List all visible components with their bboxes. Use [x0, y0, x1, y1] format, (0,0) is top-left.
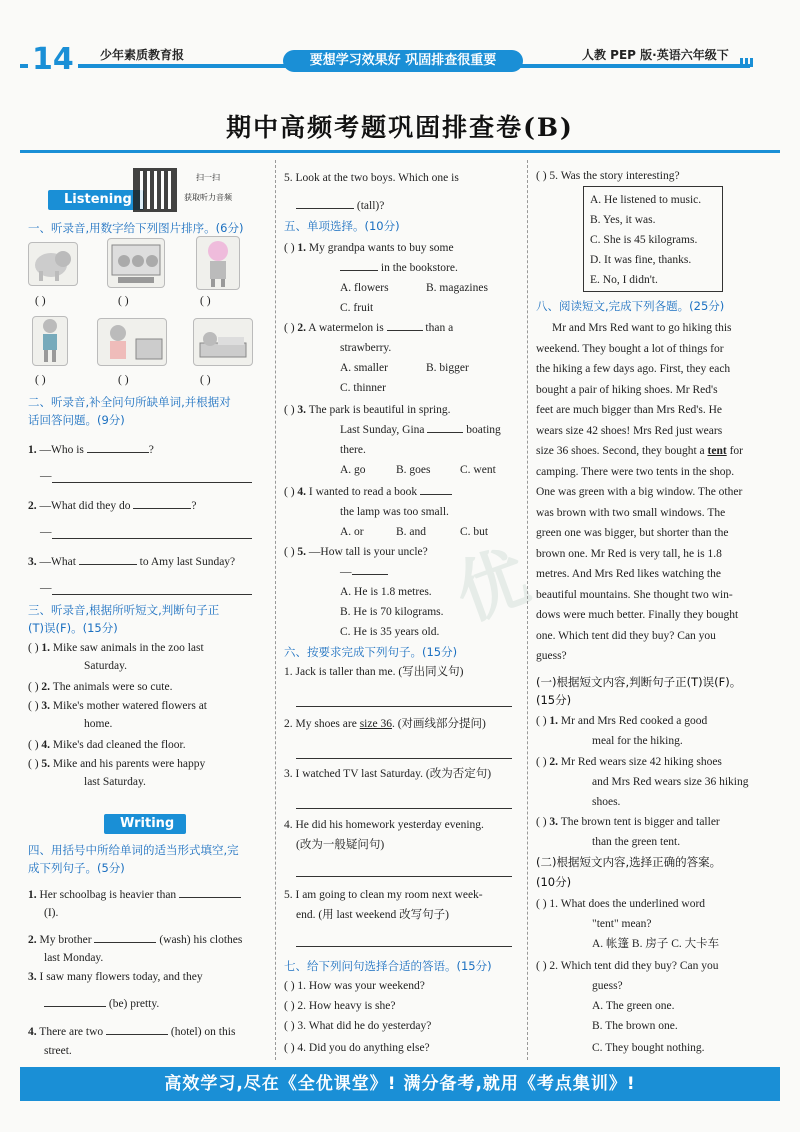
answer-paren[interactable]: ( )	[284, 1020, 295, 1032]
q-text: Mike saw animals in the zoo last	[52, 642, 204, 654]
fill-blank[interactable]	[340, 270, 378, 271]
fill-blank[interactable]	[427, 432, 463, 433]
option: C. She is 45 kilograms.	[590, 234, 698, 246]
q-text: street.	[44, 1045, 72, 1057]
answer-paren[interactable]: ( )	[284, 242, 295, 254]
option[interactable]: B. and	[396, 526, 427, 538]
q-text: A watermelon is	[308, 322, 384, 334]
answer-paren[interactable]: ( )	[28, 681, 39, 693]
passage-line: the hiking a few days ago. First, they each	[536, 363, 731, 375]
option[interactable]: B. The brown one.	[592, 1020, 678, 1032]
q-text: (改为一般疑问句)	[296, 839, 385, 851]
passage-line: bought a pair of hiking shoes. Mr Red's	[536, 383, 718, 396]
rewrite-item	[284, 716, 486, 732]
header-slogan: 要想学习效果好 巩固排查很重要	[283, 50, 523, 72]
tf-item	[28, 679, 172, 695]
q-text: 2. Which tent did they buy? Can you	[549, 960, 719, 972]
section-2-heading: 话回答问题。(9分)	[28, 413, 125, 427]
q-text: meal for the hiking.	[592, 735, 683, 747]
q-text: There are two	[39, 1026, 104, 1038]
answer-paren[interactable]: ( )	[284, 1000, 295, 1012]
q-text: The animals were so cute.	[52, 681, 173, 693]
match-item	[284, 1018, 431, 1034]
page-title: 期中高频考题巩固排查卷(B)	[226, 113, 574, 142]
fill-blank[interactable]	[106, 1034, 168, 1035]
fill-blank[interactable]	[179, 897, 241, 898]
underlined-text: size 36	[359, 718, 392, 730]
q-text: 1. How was your weekend?	[297, 980, 425, 992]
q-number: 4.	[41, 739, 51, 751]
passage-line: One was green with a big window. The other	[536, 486, 743, 498]
sub-heading: (二)根据短文内容,选择正确的答案。	[536, 855, 722, 869]
passage-line: dows were much better. Finally they bought	[536, 609, 739, 621]
q-text: 4. He did his homework yesterday evening.	[284, 819, 484, 831]
answer-line[interactable]	[296, 758, 512, 759]
mc-item	[284, 320, 453, 336]
match-item	[284, 1040, 430, 1056]
fill-blank[interactable]	[133, 508, 191, 509]
option: A. He listened to music.	[590, 194, 702, 206]
qr-caption: 获取听力音频	[184, 193, 232, 202]
page-number: 14	[28, 42, 78, 77]
passage-line: Mr and Mrs Red want to go hiking this	[552, 322, 732, 334]
column-divider	[275, 160, 276, 1060]
mc-item	[536, 896, 705, 912]
q-number: 4.	[297, 486, 307, 498]
column-divider	[527, 160, 528, 1060]
q-text: 2. How heavy is she?	[297, 1000, 396, 1012]
answer-paren[interactable]: ( )	[284, 404, 295, 416]
fill-blank[interactable]	[296, 208, 354, 209]
fill-blank[interactable]	[79, 564, 137, 565]
fill-item	[44, 996, 159, 1012]
fill-item	[28, 887, 241, 903]
q-text: —How tall is your uncle?	[308, 546, 428, 558]
q-text: (hotel) on this	[170, 1026, 236, 1038]
tf-item	[536, 713, 707, 729]
option[interactable]: B. goes	[396, 464, 431, 476]
passage-line: guess?	[536, 650, 567, 662]
q-text: 5. I am going to clean my room next week-	[284, 889, 483, 901]
q-text: to Amy last Sunday?	[139, 556, 236, 568]
answer-paren[interactable]: ( )	[284, 322, 295, 334]
q-text: "tent" mean?	[592, 918, 652, 930]
passage-line: one. Which tent did they buy? Can you	[536, 629, 716, 642]
option[interactable]: C. fruit	[340, 302, 374, 314]
q-number: 1.	[41, 642, 51, 654]
answer-paren[interactable]: ( )	[28, 739, 39, 751]
q-text: 3. What did he do yesterday?	[297, 1020, 432, 1032]
dash: —	[40, 470, 52, 482]
sub-heading: (10分)	[536, 875, 572, 889]
question-item	[28, 442, 154, 458]
passage-text: size 36 shoes. Second, they bought a	[536, 445, 708, 457]
q-number: 3.	[297, 404, 307, 416]
q-text: —Who is	[39, 444, 84, 456]
q-text: Mike and his parents were happy	[52, 758, 206, 770]
section-6-heading: 六、按要求完成下列句子。(15分)	[284, 645, 458, 659]
q-text: Mike's dad cleaned the floor.	[52, 739, 186, 751]
answer-paren[interactable]: ( )	[28, 642, 39, 654]
fill-item	[340, 260, 458, 276]
section-7-heading: 七、给下列问句选择合适的答语。(15分)	[284, 959, 492, 973]
q-text: —What did they do	[39, 500, 131, 512]
option[interactable]: C. They bought nothing.	[592, 1042, 705, 1054]
q-text: end. (用 last weekend 改写句子)	[296, 909, 449, 921]
match-item	[284, 978, 425, 994]
option[interactable]: C. went	[460, 464, 496, 476]
q-number: 2.	[28, 500, 37, 512]
q-text: guess?	[592, 980, 623, 992]
sub-heading: (15分)	[536, 693, 572, 707]
passage-text: for	[726, 445, 743, 457]
passage-line: brown one. Mr Red is very tall, he is 1.8	[536, 547, 722, 560]
q-text: the lamp was too small.	[340, 506, 449, 518]
mc-item	[536, 958, 719, 974]
answer-blank[interactable]: ( )	[118, 295, 129, 307]
tf-item	[28, 698, 207, 714]
q-text: 4. Did you do anything else?	[297, 1042, 430, 1054]
q-number: 1.	[549, 715, 559, 727]
fill-blank[interactable]	[94, 942, 156, 943]
q-text: 1. Jack is taller than me. (写出同义句)	[284, 666, 464, 678]
option[interactable]: A. flowers	[340, 282, 389, 294]
option[interactable]: B. magazines	[426, 282, 488, 294]
match-item	[536, 168, 680, 184]
answer-paren[interactable]: ( )	[284, 1042, 295, 1054]
q-number: 5.	[297, 546, 307, 558]
answer-paren[interactable]: ( )	[284, 546, 295, 558]
option[interactable]: A. go	[340, 464, 366, 476]
passage-line: was brown with two small windows. The	[536, 506, 726, 519]
q-text: 5. Was the story interesting?	[549, 170, 680, 182]
qr-caption: 扫一扫	[196, 173, 220, 182]
qr-code[interactable]	[133, 168, 177, 212]
fill-item	[296, 198, 384, 214]
fill-item	[28, 969, 203, 985]
listening-badge: Listening	[48, 190, 144, 210]
mc-item	[284, 484, 452, 500]
q-number: 1.	[28, 889, 37, 901]
option[interactable]: A. 帐篷 B. 房子 C. 大卡车	[592, 938, 720, 950]
option[interactable]: A. smaller	[340, 362, 388, 374]
option[interactable]: A. He is 1.8 metres.	[340, 586, 432, 598]
mc-item	[284, 402, 451, 418]
section-3-heading: 三、听录音,根据所听短文,判断句子正	[28, 603, 220, 617]
option: E. No, I didn't.	[590, 274, 658, 286]
fill-blank[interactable]	[352, 574, 388, 575]
fill-item	[28, 932, 242, 948]
answer-paren[interactable]: ( )	[536, 170, 547, 182]
question-item	[28, 498, 197, 514]
q-text: than the green tent.	[592, 836, 681, 848]
answer-line[interactable]	[296, 876, 512, 877]
q-text: strawberry.	[340, 342, 392, 354]
passage-line: wears size 42 shoes! Mrs Red just wears	[536, 424, 723, 437]
q-number: 3.	[549, 816, 559, 828]
answer-line[interactable]	[296, 808, 512, 809]
q-number: 2.	[41, 681, 51, 693]
q-text: —	[340, 566, 352, 578]
fill-item	[340, 564, 388, 580]
tf-item	[28, 640, 204, 656]
q-text: Mr and Mrs Red cooked a good	[560, 715, 708, 727]
watermark: 优	[444, 535, 539, 637]
q-number: 3.	[28, 556, 37, 568]
q-text: Mike's mother watered flowers at	[52, 700, 207, 712]
match-item	[284, 998, 395, 1014]
q-text: 3. I watched TV last Saturday. (改为否定句)	[284, 768, 492, 780]
answer-paren[interactable]: ( )	[536, 960, 547, 972]
boy-in-bed-picture	[193, 318, 253, 366]
q-text: Saturday.	[84, 660, 128, 672]
q-text: The brown tent is bigger and taller	[560, 816, 720, 828]
q-text: The park is beautiful in spring.	[308, 404, 451, 416]
q-text: —What	[39, 556, 76, 568]
section-8-heading: 八、阅读短文,完成下列各题。(25分)	[536, 299, 725, 313]
answer-blank[interactable]: ( )	[35, 295, 46, 307]
answer-paren[interactable]: ( )	[28, 758, 39, 770]
q-text: 2. My shoes are	[284, 718, 360, 730]
dash: —	[40, 582, 52, 594]
tf-item	[28, 756, 205, 772]
option[interactable]: B. He is 70 kilograms.	[340, 606, 444, 618]
q-number: 3.	[41, 700, 51, 712]
q-text: Her schoolbag is heavier than	[39, 889, 177, 901]
passage-line: camping. There were two tents in the shop.	[536, 465, 735, 478]
lions-show-picture	[107, 238, 165, 288]
answer-blank[interactable]: ( )	[118, 374, 129, 386]
q-text: there.	[340, 444, 366, 456]
fill-blank[interactable]	[87, 452, 149, 453]
question-item	[28, 554, 235, 570]
option[interactable]: C. thinner	[340, 382, 386, 394]
tf-item	[28, 737, 186, 753]
q-text: last Monday.	[44, 952, 104, 964]
page-header	[0, 40, 800, 80]
passage-line: feet are much bigger than Mrs Red's. He	[536, 404, 723, 416]
answer-blank[interactable]: ( )	[200, 295, 211, 307]
passage-line: green one was bigger, but shorter than the	[536, 527, 729, 539]
fill-blank[interactable]	[420, 494, 452, 495]
answer-blank[interactable]: ( )	[35, 374, 46, 386]
q-text: in the bookstore.	[380, 262, 458, 274]
q-text: I wanted to read a book	[308, 486, 418, 498]
q-text: boating	[466, 424, 501, 436]
q-text: (I).	[44, 907, 59, 919]
sub-heading: (一)根据短文内容,判断句子正(T)误(F)。	[536, 675, 742, 689]
answer-paren[interactable]: ( )	[536, 715, 547, 727]
option: B. Yes, it was.	[590, 214, 656, 226]
q-number: 1.	[297, 242, 307, 254]
q-text: (tall)?	[356, 200, 385, 212]
q-text: 1. What does the underlined word	[549, 898, 706, 910]
q-text: Last Sunday, Gina	[340, 424, 425, 436]
q-number: 4.	[28, 1026, 37, 1038]
q-text: ?	[148, 444, 154, 456]
q-number: 3.	[28, 971, 37, 983]
title-rule	[20, 150, 780, 153]
underlined-word: tent	[707, 445, 727, 457]
answer-paren[interactable]: ( )	[536, 756, 547, 768]
fill-blank[interactable]	[44, 1006, 106, 1007]
answer-line[interactable]	[296, 946, 512, 947]
answer-paren[interactable]: ( )	[284, 980, 295, 992]
q-text: home.	[84, 718, 113, 730]
option[interactable]: A. or	[340, 526, 364, 538]
footer-banner: 高效学习,尽在《全优课堂》! 满分备考,就用《考点集训》!	[20, 1067, 780, 1101]
edition-label: 人教 PEP 版·英语六年级下	[582, 48, 729, 62]
passage-line	[536, 443, 772, 459]
option[interactable]: B. bigger	[426, 362, 469, 374]
q-text: I saw many flowers today, and they	[39, 971, 203, 983]
q-text: than a	[425, 322, 454, 334]
answer-paren[interactable]: ( )	[536, 816, 547, 828]
fill-blank[interactable]	[387, 330, 423, 331]
q-text: (wash) his clothes	[159, 934, 243, 946]
option[interactable]: C. but	[460, 526, 489, 538]
header-marks	[740, 58, 755, 70]
q-number: 2.	[297, 322, 307, 334]
mc-item	[284, 240, 454, 256]
q-text: . (对画线部分提问)	[391, 718, 486, 730]
q-number: 1.	[28, 444, 37, 456]
section-5-heading: 五、单项选择。(10分)	[284, 219, 400, 233]
q-text: and Mrs Red wears size 36 hiking	[592, 776, 749, 788]
q-text: shoes.	[592, 796, 621, 808]
q-number: 2.	[28, 934, 37, 946]
passage-line: beautiful mountains. She thought two win-	[536, 588, 733, 601]
girl-picture	[196, 236, 240, 290]
answer-line[interactable]	[52, 482, 252, 483]
fill-item	[340, 422, 501, 438]
answer-paren[interactable]: ( )	[28, 700, 39, 712]
q-text: 5. Look at the two boys. Which one is	[284, 172, 459, 184]
option: D. It was fine, thanks.	[590, 254, 692, 266]
mc-item	[284, 544, 428, 560]
q-text: Mr Red wears size 42 hiking shoes	[560, 756, 722, 768]
tf-item	[536, 754, 722, 770]
answer-paren[interactable]: ( )	[536, 898, 547, 910]
q-text: My grandpa wants to buy some	[308, 242, 454, 254]
q-text: My brother	[39, 934, 92, 946]
answer-paren[interactable]: ( )	[284, 486, 295, 498]
answer-line[interactable]	[52, 594, 252, 595]
girl-washing-picture	[97, 318, 167, 366]
option[interactable]: C. He is 35 years old.	[340, 626, 440, 638]
section-4-heading: 四、用括号中所给单词的适当形式填空,完	[28, 843, 239, 857]
section-2-heading: 二、听录音,补全问句所缺单词,并根据对	[28, 395, 231, 409]
tf-item	[536, 814, 720, 830]
section-1-heading: 一、听录音,用数字给下列图片排序。(6分)	[28, 221, 244, 235]
q-number: 2.	[549, 756, 559, 768]
q-text: (be) pretty.	[108, 998, 160, 1010]
q-text: ?	[191, 500, 197, 512]
elephant-picture	[28, 242, 78, 286]
section-3-heading: (T)误(F)。(15分)	[28, 621, 118, 635]
passage-line: metres. And Mrs Red likes watching the	[536, 568, 721, 580]
q-number: 5.	[41, 758, 51, 770]
paper-name: 少年素质教育报	[100, 48, 185, 62]
answer-line[interactable]	[52, 538, 252, 539]
q-text: last Saturday.	[84, 776, 146, 788]
passage-line: weekend. They bought a lot of things for	[536, 342, 724, 355]
option[interactable]: A. The green one.	[592, 1000, 675, 1012]
dash: —	[40, 526, 52, 538]
writing-badge: Writing	[104, 814, 186, 834]
boy-picture	[32, 316, 68, 366]
answer-line[interactable]	[296, 706, 512, 707]
fill-item	[28, 1024, 235, 1040]
section-4-heading: 成下列句子。(5分)	[28, 861, 125, 875]
answer-blank[interactable]: ( )	[200, 374, 211, 386]
